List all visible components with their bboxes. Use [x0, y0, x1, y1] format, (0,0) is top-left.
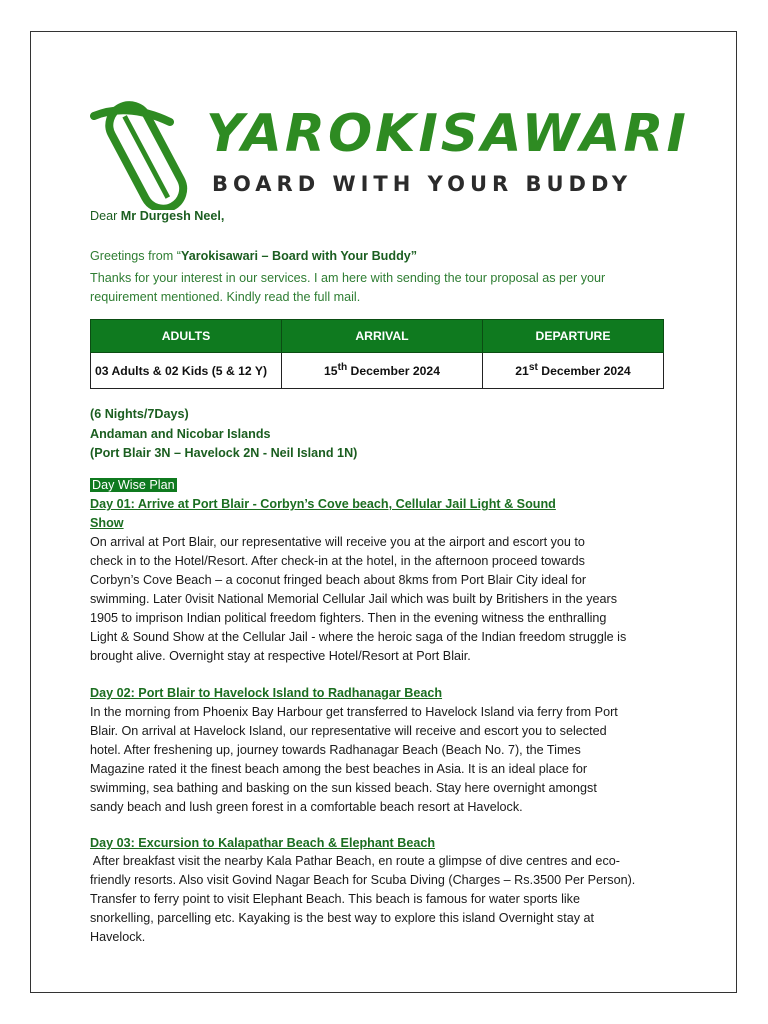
paragraph-line: In the morning from Phoenix Bay Harbour get transferred to Havelock Island via ferry from Port [90, 705, 618, 719]
paragraph-line: Transfer to ferry point to visit Elephant Beach. This beach is famous for water sports like [90, 892, 580, 906]
paragraph-line: Corbyn’s Cove Beach – a coconut fringed beach about 8kms from Port Blair City ideal for [90, 573, 587, 587]
departure-suffix: st [528, 362, 538, 374]
greeting-company: Yarokisawari – Board with Your Buddy” [180, 249, 418, 263]
paragraph-line: After breakfast visit the nearby Kala Pathar Beach, en route a glimpse of dive centres and eco- [90, 854, 620, 868]
arrival-day: 15 [324, 364, 338, 379]
paragraph-line: hotel. After freshening up, journey towards Radhanagar Beach (Beach No. 7), the Times [90, 743, 581, 757]
paragraph-line: check in to the Hotel/Resort. After check-in at the hotel, in the afternoon proceed towards [90, 554, 585, 568]
day-2-description [90, 703, 680, 817]
tour-duration: (6 Nights/7Days) [90, 407, 189, 421]
customer-name: Mr Durgesh Neel, [120, 209, 225, 223]
cell-adults: 03 Adults & 02 Kids (5 & 12 Y) [91, 353, 282, 389]
paragraph-line: Havelock. [90, 930, 146, 944]
day-3-description [90, 852, 680, 947]
paragraph-line: swimming, sea bathing and basking on the sun kissed beach. Stay here overnight amongst [90, 781, 597, 795]
table-header-row [91, 320, 664, 353]
intro-line-1: Thanks for your interest in our services. I am here with sending the tour proposal as per your [90, 271, 606, 285]
table-row [91, 353, 664, 389]
paragraph-line: brought alive. Overnight stay at respective Hotel/Resort at Port Blair. [90, 649, 471, 663]
day-1-title: Day 01: Arrive at Port Blair - Corbyn’s Cove beach, Cellular Jail Light & Sound [90, 497, 556, 511]
day-1-title-cont: Show [90, 516, 124, 530]
arrival-month-year: December 2024 [347, 364, 440, 379]
plan-label-text: Day Wise Plan [92, 478, 175, 492]
paragraph-line: swimming. Later 0visit National Memorial Cellular Jail which was built by Britishers in the years [90, 592, 618, 606]
paragraph-line: snorkelling, parcelling etc. Kayaking is the best way to explore this island Overnight stay at [90, 911, 595, 925]
cell-departure [483, 353, 664, 389]
departure-day: 21 [515, 364, 529, 379]
plan-label [90, 476, 177, 495]
header-adults: ADULTS [91, 320, 282, 353]
day-2-title: Day 02: Port Blair to Havelock Island to Radhanagar Beach [90, 686, 443, 700]
brand-tagline: BOARD WITH YOUR BUDDY [212, 172, 633, 196]
brand-logo [88, 94, 689, 210]
brand-name: YAROKISAWARI [206, 104, 689, 164]
paragraph-line: friendly resorts. Also visit Govind Nagar Beach for Scuba Diving (Charges – Rs.3500 Per Person). [90, 873, 636, 887]
departure-month-year: December 2024 [537, 364, 631, 379]
greeting-line [90, 247, 417, 266]
salutation-dear: Dear [90, 209, 118, 223]
salutation [90, 207, 224, 226]
day-1-description [90, 533, 680, 666]
paragraph-line: Magazine rated it the finest beach among the best beaches in Asia. It is an ideal place for [90, 762, 588, 776]
header-departure: DEPARTURE [483, 320, 664, 353]
header-arrival: ARRIVAL [282, 320, 483, 353]
greeting-prefix: Greetings from “ [90, 249, 181, 263]
cell-arrival [282, 353, 483, 389]
tour-route: (Port Blair 3N – Havelock 2N - Neil Island 1N) [90, 446, 358, 460]
intro-line-2: requirement mentioned. Kindly read the full mail. [90, 290, 361, 304]
day-3-title: Day 03: Excursion to Kalapathar Beach & Elephant Beach [90, 836, 436, 850]
paragraph-line: Light & Sound Show at the Cellular Jail - where the heroic saga of the Indian freedom struggle is [90, 630, 627, 644]
paragraph-line: sandy beach and lush green forest in a comfortable beach resort at Havelock. [90, 800, 523, 814]
paragraph-line: On arrival at Port Blair, our representative will receive you at the airport and escort you to [90, 535, 585, 549]
paragraph-line: 1905 to imprison Indian political freedom fighters. Then in the evening witness the enthralling [90, 611, 607, 625]
paragraph-line: Blair. On arrival at Havelock Island, our representative will receive and escort you to selected [90, 724, 607, 738]
arrival-suffix: th [337, 362, 348, 374]
tour-destination: Andaman and Nicobar Islands [90, 427, 271, 441]
booking-table [90, 319, 664, 389]
